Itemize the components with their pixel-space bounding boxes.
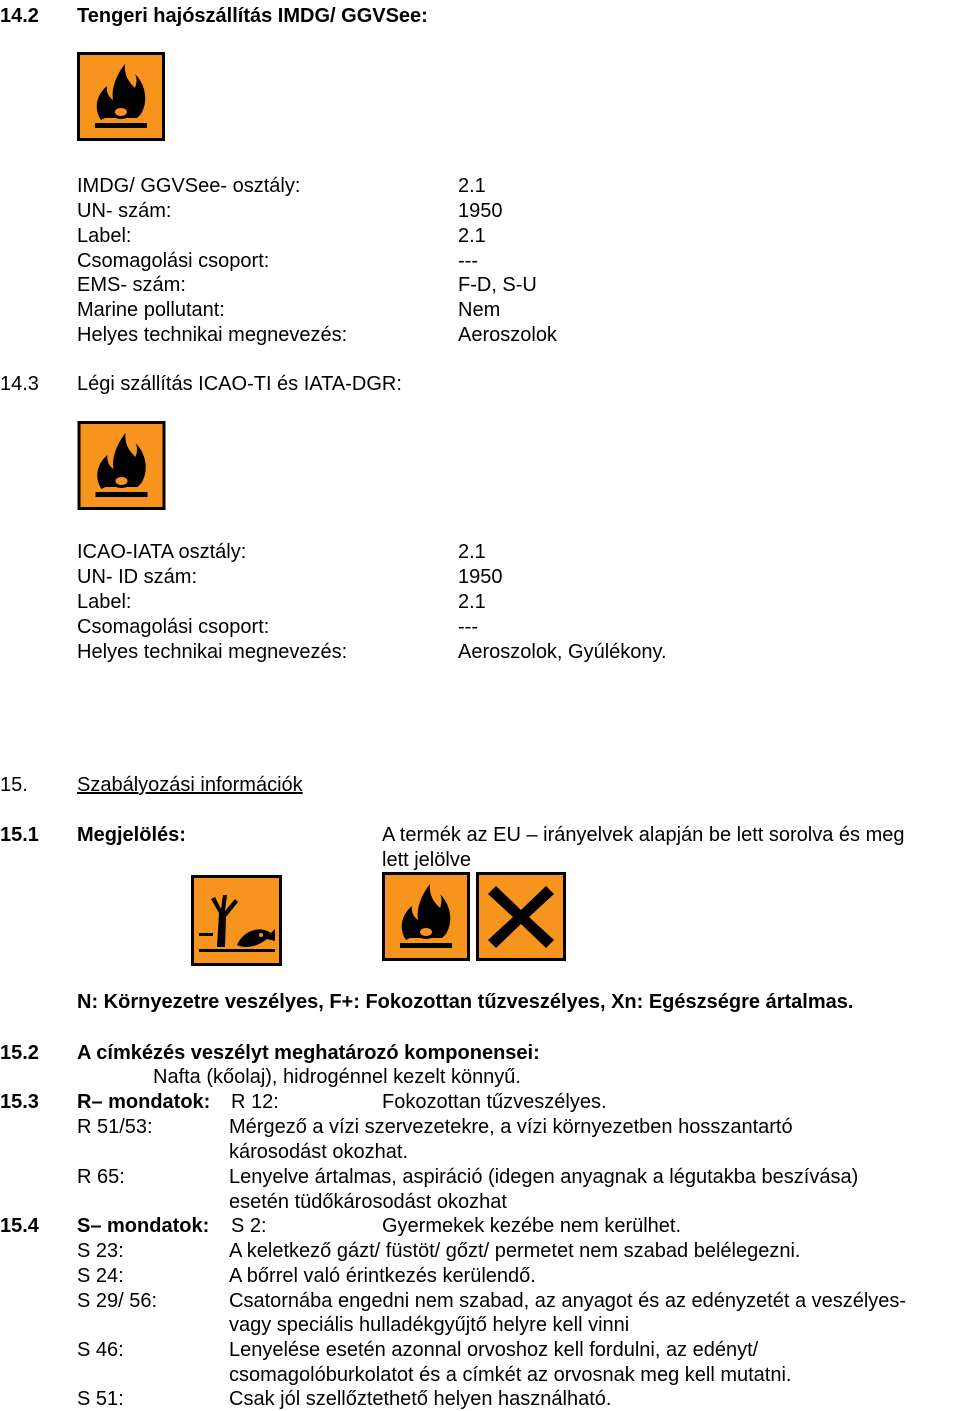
icao-class-value: 2.1 [458,541,486,563]
s-phrases-title: S– mondatok: [77,1215,210,1237]
s-phrase-code: S 51: [77,1388,124,1410]
imdg-ems-value: F-D, S-U [458,274,537,296]
section-15-1-label: Megjelölés: [77,824,186,846]
section-15-title: Szabályozási információk [77,774,303,796]
r-phrases-title: R– mondatok: [77,1091,211,1113]
icao-packing-group-label: Csomagolási csoport: [77,616,270,638]
s-phrase-text: Lenyelése esetén azonnal orvoshoz kell fordulni, az edényt/ [229,1339,759,1361]
marking-text-line1: A termék az EU – irányelvek alapján be lett sorolva és meg [382,824,905,846]
imdg-marine-pollutant-value: Nem [458,299,501,321]
r-phrase-code: R 65: [77,1166,125,1188]
icao-label-label: Label: [77,591,132,613]
section-15-4-number: 15.4 [0,1215,39,1237]
icao-shipping-name-value: Aeroszolok, Gyúlékony. [458,641,667,663]
icao-un-label: UN- ID szám: [77,566,197,588]
imdg-shipping-name-value: Aeroszolok [458,324,557,346]
imdg-class-label: IMDG/ GGVSee- osztály: [77,175,301,197]
s-phrase-text: A bőrrel való érintkezés kerülendő. [229,1265,536,1287]
imdg-shipping-name-label: Helyes technikai megnevezés: [77,324,348,346]
imdg-packing-group-label: Csomagolási csoport: [77,250,270,272]
icao-label-value: 2.1 [458,591,486,613]
imdg-ems-label: EMS- szám: [77,274,186,296]
r-phrase-text: Lenyelve ártalmas, aspiráció (idegen anyagnak a légutakba beszívása) [229,1166,859,1188]
s-phrase-text: Csak jól szellőztethető helyen használható. [229,1388,612,1410]
hazard-symbols-caption: N: Környezetre veszélyes, F+: Fokozottan tűzveszélyes, Xn: Egészségre ártalmas. [77,991,854,1013]
x-cross-icon [476,872,566,961]
s-phrase-code: S 46: [77,1339,124,1361]
flame-icon [77,52,165,141]
dead-tree-fish-icon [191,875,282,966]
icao-un-value: 1950 [458,566,503,588]
s-phrase-text: Csatornába engedni nem szabad, az anyagot és az edényzetét a veszélyes- [229,1290,907,1312]
s-phrase-code: S 24: [77,1265,124,1287]
marking-text-line2: lett jelölve [382,849,471,871]
imdg-un-value: 1950 [458,200,503,222]
s-phrase-code: S 23: [77,1240,124,1262]
flame-icon [77,421,166,510]
icao-shipping-name-label: Helyes technikai megnevezés: [77,641,348,663]
s-phrase-text: A keletkező gázt/ füstöt/ gőzt/ permetet nem szabad belélegezni. [229,1240,801,1262]
flame-icon [381,872,471,961]
imdg-class-value: 2.1 [458,175,486,197]
r-phrase-text-cont: esetén tüdőkárosodást okozhat [229,1191,507,1213]
icao-packing-group-value: --- [458,616,478,638]
s-phrase-text: Gyermekek kezébe nem kerülhet. [382,1215,682,1237]
section-15-2-title: A címkézés veszélyt meghatározó komponensei: [77,1042,540,1064]
section-14-3-title: Légi szállítás ICAO-TI és IATA-DGR: [77,373,402,395]
section-14-3-number: 14.3 [0,373,39,395]
hazard-component: Nafta (kőolaj), hidrogénnel kezelt könnyű. [153,1066,521,1088]
section-15-number: 15. [0,774,28,796]
s-phrase-text-cont: vagy speciális hulladékgyűjtő helyre kell vinni [229,1314,630,1336]
section-15-1-number: 15.1 [0,824,39,846]
section-15-2-number: 15.2 [0,1042,39,1064]
section-14-2-number: 14.2 [0,5,39,27]
imdg-marine-pollutant-label: Marine pollutant: [77,299,225,321]
r-phrase-text: Fokozottan tűzveszélyes. [382,1091,607,1113]
r-phrase-code: R 51/53: [77,1116,153,1138]
s-phrase-code: S 2: [231,1215,267,1237]
r-phrase-code: R 12: [231,1091,279,1113]
imdg-un-label: UN- szám: [77,200,172,222]
icao-class-label: ICAO-IATA osztály: [77,541,247,563]
section-15-3-number: 15.3 [0,1091,39,1113]
imdg-packing-group-value: --- [458,250,478,272]
r-phrase-text: Mérgező a vízi szervezetekre, a vízi környezetben hosszantartó [229,1116,793,1138]
r-phrase-text-cont: károsodást okozhat. [229,1141,408,1163]
s-phrase-text-cont: csomagolóburkolatot és a címkét az orvosnak meg kell mutatni. [229,1364,792,1386]
imdg-label-label: Label: [77,225,132,247]
imdg-label-value: 2.1 [458,225,486,247]
s-phrase-code: S 29/ 56: [77,1290,158,1312]
section-14-2-title: Tengeri hajószállítás IMDG/ GGVSee: [77,5,428,27]
